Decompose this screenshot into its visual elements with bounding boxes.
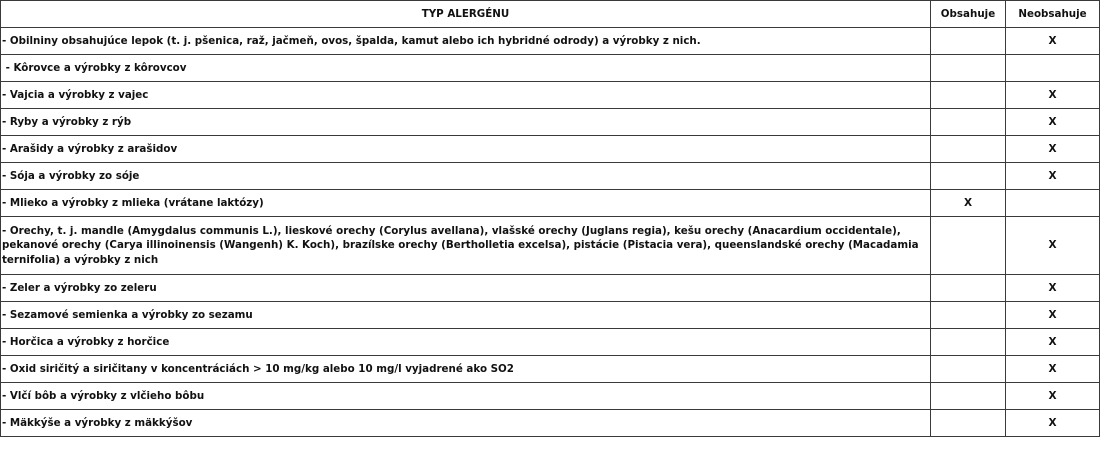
not-contains-mark: X: [1006, 109, 1100, 136]
contains-mark: [931, 217, 1006, 275]
not-contains-mark: X: [1006, 329, 1100, 356]
contains-mark: [931, 82, 1006, 109]
allergen-name: - Mlieko a výrobky z mlieka (vrátane laktózy): [1, 190, 931, 217]
table-row: [1, 329, 1100, 356]
table-row: [1, 190, 1100, 217]
allergen-name: - Zeler a výrobky zo zeleru: [1, 275, 931, 302]
contains-mark: [931, 275, 1006, 302]
not-contains-mark: X: [1006, 356, 1100, 383]
header-not-contains: Neobsahuje: [1006, 1, 1100, 28]
table-header-row: [1, 1, 1100, 28]
table-row: [1, 217, 1100, 275]
not-contains-mark: X: [1006, 217, 1100, 275]
contains-mark: [931, 383, 1006, 410]
not-contains-mark: [1006, 55, 1100, 82]
not-contains-mark: X: [1006, 383, 1100, 410]
contains-mark: [931, 28, 1006, 55]
contains-mark: [931, 410, 1006, 437]
contains-mark: [931, 55, 1006, 82]
allergen-name: - Mäkkýše a výrobky z mäkkýšov: [1, 410, 931, 437]
contains-mark: X: [931, 190, 1006, 217]
allergen-name: - Vajcia a výrobky z vajec: [1, 82, 931, 109]
contains-mark: [931, 356, 1006, 383]
allergen-name: - Orechy, t. j. mandle (Amygdalus communis L.), lieskové orechy (Corylus avellana), vlašské orechy (Juglans regia), kešu orechy (Anacardium occidentale), pekanové orechy (Carya illinoinensis (Wangenh) K. Koch), brazílske orechy (Bertholletia excelsa), pistácie (Pistacia vera), queenslandské orechy (Macadamia ternifolia) a výrobky z nich: [1, 217, 931, 275]
contains-mark: [931, 302, 1006, 329]
table-row: [1, 302, 1100, 329]
allergen-name: - Sója a výrobky zo sóje: [1, 163, 931, 190]
table-row: [1, 136, 1100, 163]
allergen-name: - Horčica a výrobky z horčice: [1, 329, 931, 356]
header-contains: Obsahuje: [931, 1, 1006, 28]
contains-mark: [931, 109, 1006, 136]
table-row: [1, 109, 1100, 136]
table-row: [1, 55, 1100, 82]
allergen-name: - Ryby a výrobky z rýb: [1, 109, 931, 136]
contains-mark: [931, 163, 1006, 190]
not-contains-mark: X: [1006, 28, 1100, 55]
not-contains-mark: X: [1006, 136, 1100, 163]
not-contains-mark: X: [1006, 82, 1100, 109]
table-row: [1, 356, 1100, 383]
table-row: [1, 410, 1100, 437]
allergen-name: - Oxid siričitý a siričitany v koncentráciách > 10 mg/kg alebo 10 mg/l vyjadrené ako SO2: [1, 356, 931, 383]
table-row: [1, 82, 1100, 109]
table-row: [1, 28, 1100, 55]
table-row: [1, 163, 1100, 190]
allergen-name: - Vlčí bôb a výrobky z vlčieho bôbu: [1, 383, 931, 410]
allergen-name: - Kôrovce a výrobky z kôrovcov: [1, 55, 931, 82]
not-contains-mark: X: [1006, 302, 1100, 329]
not-contains-mark: [1006, 190, 1100, 217]
table-row: [1, 383, 1100, 410]
table-row: [1, 275, 1100, 302]
contains-mark: [931, 136, 1006, 163]
not-contains-mark: X: [1006, 275, 1100, 302]
allergen-name: - Obilniny obsahujúce lepok (t. j. pšenica, raž, jačmeň, ovos, špalda, kamut alebo ich hybridné odrody) a výrobky z nich.: [1, 28, 931, 55]
not-contains-mark: X: [1006, 163, 1100, 190]
header-allergen-type: TYP ALERGÉNU: [1, 1, 931, 28]
contains-mark: [931, 329, 1006, 356]
not-contains-mark: X: [1006, 410, 1100, 437]
allergen-name: - Arašidy a výrobky z arašidov: [1, 136, 931, 163]
allergen-name: - Sezamové semienka a výrobky zo sezamu: [1, 302, 931, 329]
